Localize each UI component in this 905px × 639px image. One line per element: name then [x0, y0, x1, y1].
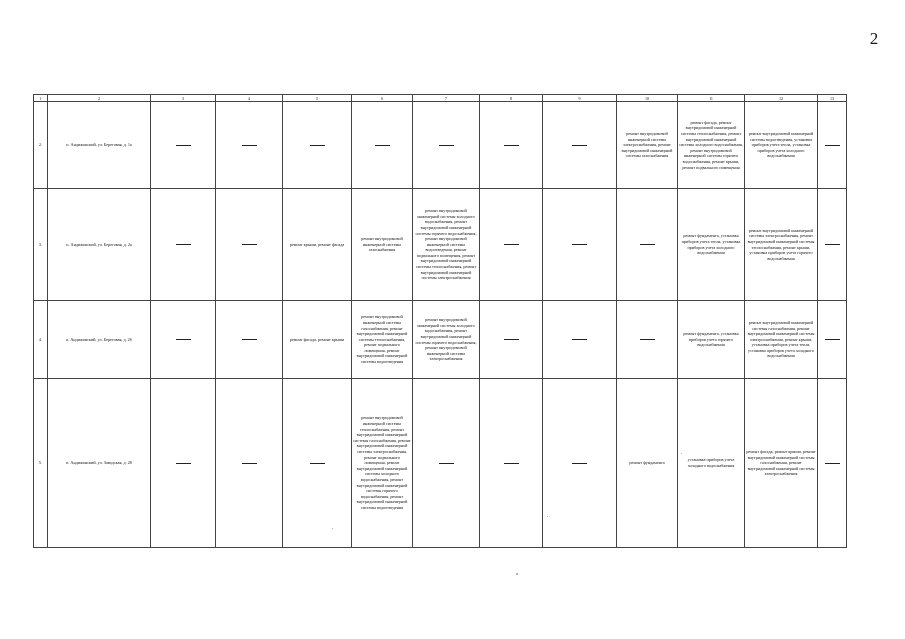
empty-dash: [176, 145, 191, 146]
work-cell-col-6: ремонт внутридомовой инженерной системы теплоснабжения, ремонт внутридомовой инженерной системы газоснабжения, ремонт внутридомовой инженерной системы электроснабжения, ремонт подвального помещения, ремонт внутридомовой инженерной системы холодного водоснабжения, ремонт внутридомовой инженерной системы горячего водоснабжения, ремонт внутридомовой инженерной системы водоотведения: [352, 379, 413, 548]
work-cell-col-7: [413, 102, 480, 189]
empty-dash: [572, 339, 587, 340]
empty-dash: [176, 339, 191, 340]
work-cell-col-5: ремонт крыши, ремонт фасада: [283, 189, 352, 301]
work-cell-col-11: ремонт фасада, ремонт внутридомовой инженерной системы теплоснабжения, ремонт внутридомовой инженерной системы холодного водоснабжения, ремонт внутридомовой инженерной системы горячего водоснабжения, ремонт крыши, ремонт подвального помещения: [678, 102, 745, 189]
work-cell-col-5: [283, 102, 352, 189]
column-number: 6: [352, 95, 413, 102]
work-cell-col-4: [216, 379, 283, 548]
column-number: 2: [48, 95, 151, 102]
empty-dash: [825, 463, 840, 464]
work-cell-col-12: ремонт внутридомовой инженерной системы водоотведения, установка приборов учета тепла, установка приборов учета холодного водоснабжения: [745, 102, 818, 189]
row-number: 3.: [34, 189, 48, 301]
work-cell-col-11: ремонт фундамента, установка приборов учета тепла, установка приборов учета холодного водоснабжения: [678, 189, 745, 301]
empty-dash: [504, 463, 519, 464]
work-cell-col-13: [818, 189, 847, 301]
work-cell-col-13: [818, 301, 847, 379]
empty-dash: [504, 244, 519, 245]
work-cell-col-11: ремонт фундамента, установка приборов учета горячего водоснабжения: [678, 301, 745, 379]
work-cell-col-7: ремонт внутридомовой инженерной системы холодного водоснабжения, ремонт внутридомовой инженерной системы горячего водоснабжения, ремонт внутридомовой инженерной системы водоотведения, ремонт подвального помещения, ремонт внутридомовой инженерной системы теплоснабжения, ремонт внутридомовой инженерной системы электроснабжения: [413, 189, 480, 301]
work-cell-col-12: ремонт внутридомовой инженерной системы электроснабжения, ремонт внутридомовой инженерной системы теплоснабжения, ремонт крыши, установка приборов учета горячего водоснабжения: [745, 189, 818, 301]
work-cell-col-3: [151, 379, 216, 548]
empty-dash: [439, 145, 454, 146]
column-number-row: [34, 95, 847, 102]
address-cell: п. Андижонский, ул. Береговая, д. 2б: [48, 301, 151, 379]
work-cell-col-3: [151, 301, 216, 379]
table-row: [34, 102, 847, 189]
empty-dash: [242, 339, 257, 340]
work-cell-col-8: [480, 379, 543, 548]
column-number: 5: [283, 95, 352, 102]
row-number: 4.: [34, 301, 48, 379]
column-number: 1: [34, 95, 48, 102]
work-cell-col-10: [617, 301, 678, 379]
empty-dash: [375, 145, 390, 146]
work-cell-col-8: [480, 189, 543, 301]
scan-speck: [547, 516, 548, 517]
empty-dash: [176, 463, 191, 464]
empty-dash: [825, 244, 840, 245]
address-cell: п. Андижонский, ул. Береговая, д. 1а: [48, 102, 151, 189]
work-cell-col-3: [151, 189, 216, 301]
column-number: 13: [818, 95, 847, 102]
work-cell-col-11: установка приборов учета холодного водоснабжения: [678, 379, 745, 548]
table-row: [34, 189, 847, 301]
work-cell-col-6: ремонт внутридомовой инженерной системы газоснабжения: [352, 189, 413, 301]
repair-schedule-table: [33, 94, 847, 548]
empty-dash: [572, 244, 587, 245]
work-cell-col-10: ремонт фундамента: [617, 379, 678, 548]
work-cell-col-4: [216, 102, 283, 189]
page-number: 2: [869, 29, 879, 48]
work-cell-col-8: [480, 301, 543, 379]
work-cell-col-7: [413, 379, 480, 548]
empty-dash: [242, 145, 257, 146]
work-cell-col-3: [151, 102, 216, 189]
empty-dash: [825, 339, 840, 340]
column-number: 8: [480, 95, 543, 102]
work-cell-col-10: ремонт внутридомовой инженерной системы электроснабжения, ремонт внутридомовой инженерной системы газоснабжения: [617, 102, 678, 189]
empty-dash: [176, 244, 191, 245]
column-number: 10: [617, 95, 678, 102]
address-cell: п. Андижонский, ул. Береговая, д. 2а: [48, 189, 151, 301]
empty-dash: [310, 463, 325, 464]
address-cell: п. Андижонский, ул. Заводская, д. 28: [48, 379, 151, 548]
column-number: 11: [678, 95, 745, 102]
scan-speck: [516, 573, 518, 575]
row-number: 2.: [34, 102, 48, 189]
work-cell-col-8: [480, 102, 543, 189]
column-number: 9: [543, 95, 617, 102]
column-number: 3: [151, 95, 216, 102]
column-number: 7: [413, 95, 480, 102]
work-cell-col-12: ремонт внутридомовой инженерной системы газоснабжения, ремонт внутридомовой инженерной системы электроснабжения, ремонт крыши, установка приборов учета тепла, установка приборов учета холодного водоснабжения: [745, 301, 818, 379]
empty-dash: [504, 145, 519, 146]
work-cell-col-9: [543, 301, 617, 379]
work-cell-col-6: ремонт внутридомовой инженерной системы газоснабжения, ремонт внутридомовой инженерной системы теплоснабжения, ремонт подвального помещения, ремонт внутридомовой инженерной системы водоотведения: [352, 301, 413, 379]
empty-dash: [825, 145, 840, 146]
empty-dash: [572, 145, 587, 146]
work-cell-col-9: [543, 102, 617, 189]
empty-dash: [572, 463, 587, 464]
work-cell-col-13: [818, 379, 847, 548]
work-cell-col-9: [543, 379, 617, 548]
column-number: 12: [745, 95, 818, 102]
work-cell-col-10: [617, 189, 678, 301]
empty-dash: [504, 339, 519, 340]
column-number: 4: [216, 95, 283, 102]
work-cell-col-7: ремонт внутридомовой инженерной системы холодного водоснабжения, ремонт внутридомовой инженерной системы горячего водоснабжения, ремонт внутридомовой инженерной системы электроснабжения: [413, 301, 480, 379]
table-row: [34, 379, 847, 548]
table-row: [34, 301, 847, 379]
work-cell-col-12: ремонт фасада, ремонт крыши, ремонт внутридомовой инженерной системы газоснабжения, ремонт внутридомовой инженерной системы электроснабжения: [745, 379, 818, 548]
empty-dash: [640, 339, 655, 340]
empty-dash: [310, 145, 325, 146]
scan-speck: [332, 528, 333, 529]
work-cell-col-4: [216, 301, 283, 379]
empty-dash: [640, 244, 655, 245]
work-cell-col-9: [543, 189, 617, 301]
empty-dash: [242, 244, 257, 245]
work-cell-col-5: ремонт фасада, ремонт крыши: [283, 301, 352, 379]
work-cell-col-13: [818, 102, 847, 189]
empty-dash: [439, 463, 454, 464]
work-cell-col-5: [283, 379, 352, 548]
scan-speck: [681, 453, 682, 454]
work-cell-col-4: [216, 189, 283, 301]
row-number: 5.: [34, 379, 48, 548]
work-cell-col-6: [352, 102, 413, 189]
empty-dash: [242, 463, 257, 464]
